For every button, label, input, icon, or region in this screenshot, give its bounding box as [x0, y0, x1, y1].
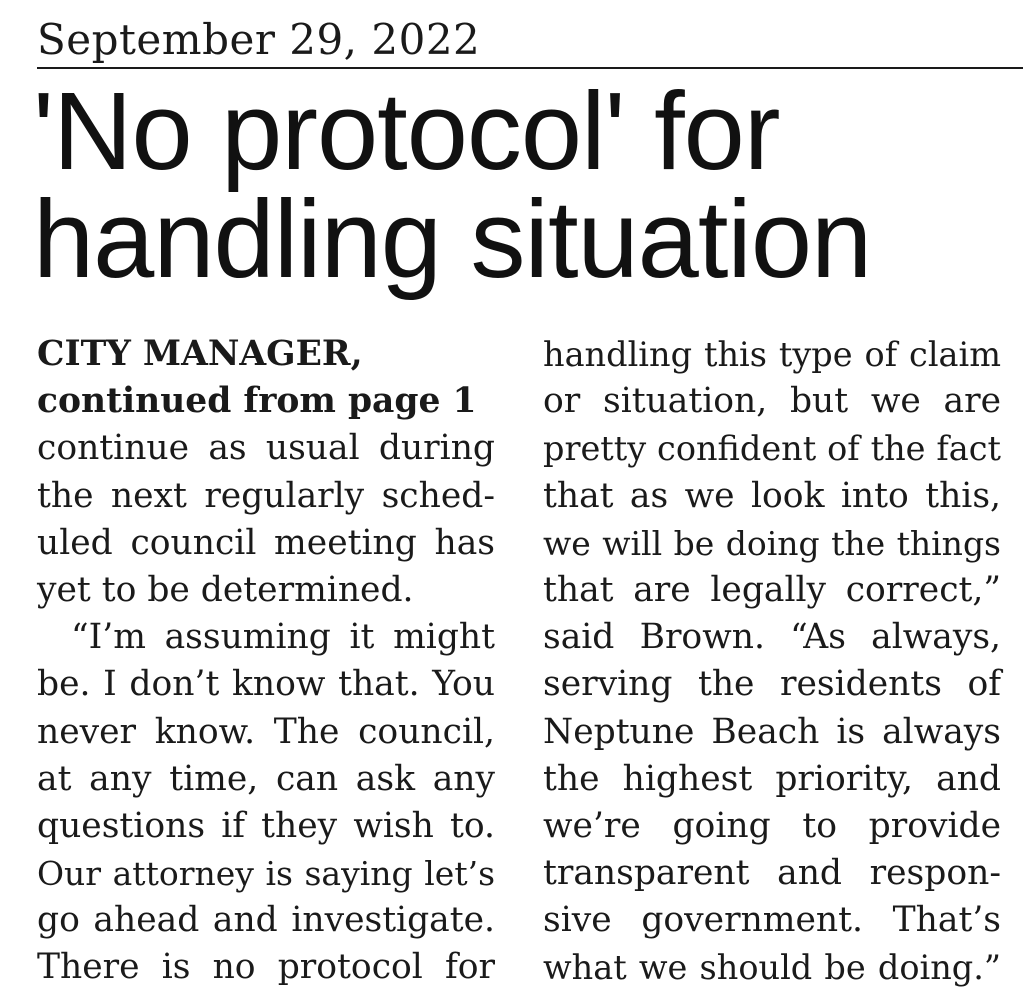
body-line: the next regularly sched- — [37, 475, 495, 516]
body-line: transparent and respon- — [543, 853, 1001, 894]
body-line: serving the residents of — [543, 664, 1001, 705]
body-line: we’re going to provide — [543, 805, 1001, 846]
body-line: pretty confident of the fact — [543, 429, 1001, 469]
body-line: we will be doing the things — [543, 523, 1001, 563]
body-line: at any time, can ask any — [37, 758, 495, 799]
body-line: uled council meeting has — [37, 522, 495, 563]
body-line: what we should be doing.” — [543, 948, 1001, 988]
body-line: that are legally correct,” — [543, 569, 1001, 610]
body-line: or situation, but we are — [543, 381, 1001, 422]
body-line: Our attorney is saying let’s — [37, 854, 495, 894]
body-line: said Brown. “As always, — [543, 617, 1001, 658]
kicker-line-1: CITY MANAGER, — [37, 334, 363, 374]
body-line: sive government. That’s — [543, 900, 1001, 941]
body-line: “I’m assuming it might — [71, 617, 495, 658]
body-line: There is no protocol for — [37, 947, 495, 988]
kicker-line-2: continued from page 1 — [37, 381, 477, 422]
body-line: continue as usual during — [37, 428, 495, 469]
body-line: the highest priority, and — [543, 758, 1001, 799]
headline-line-1: 'No protocol' for — [33, 70, 780, 193]
body-line: handling this type of claim — [543, 335, 1001, 374]
dateline-rule — [37, 67, 1023, 69]
dateline: September 29, 2022 — [37, 15, 481, 64]
body-line: questions if they wish to. — [37, 805, 495, 846]
article-column-right — [543, 331, 1001, 992]
article-column-left — [37, 331, 495, 992]
body-line: be. I don’t know that. You — [37, 664, 495, 705]
body-line: yet to be determined. — [37, 569, 414, 610]
body-line: never know. The council, — [37, 711, 495, 752]
headline-line-2: handling situation — [33, 178, 872, 301]
headline — [33, 70, 1013, 301]
body-line: that as we look into this, — [543, 475, 1001, 516]
body-line: Neptune Beach is always — [543, 711, 1001, 752]
body-line: go ahead and investigate. — [37, 900, 495, 941]
